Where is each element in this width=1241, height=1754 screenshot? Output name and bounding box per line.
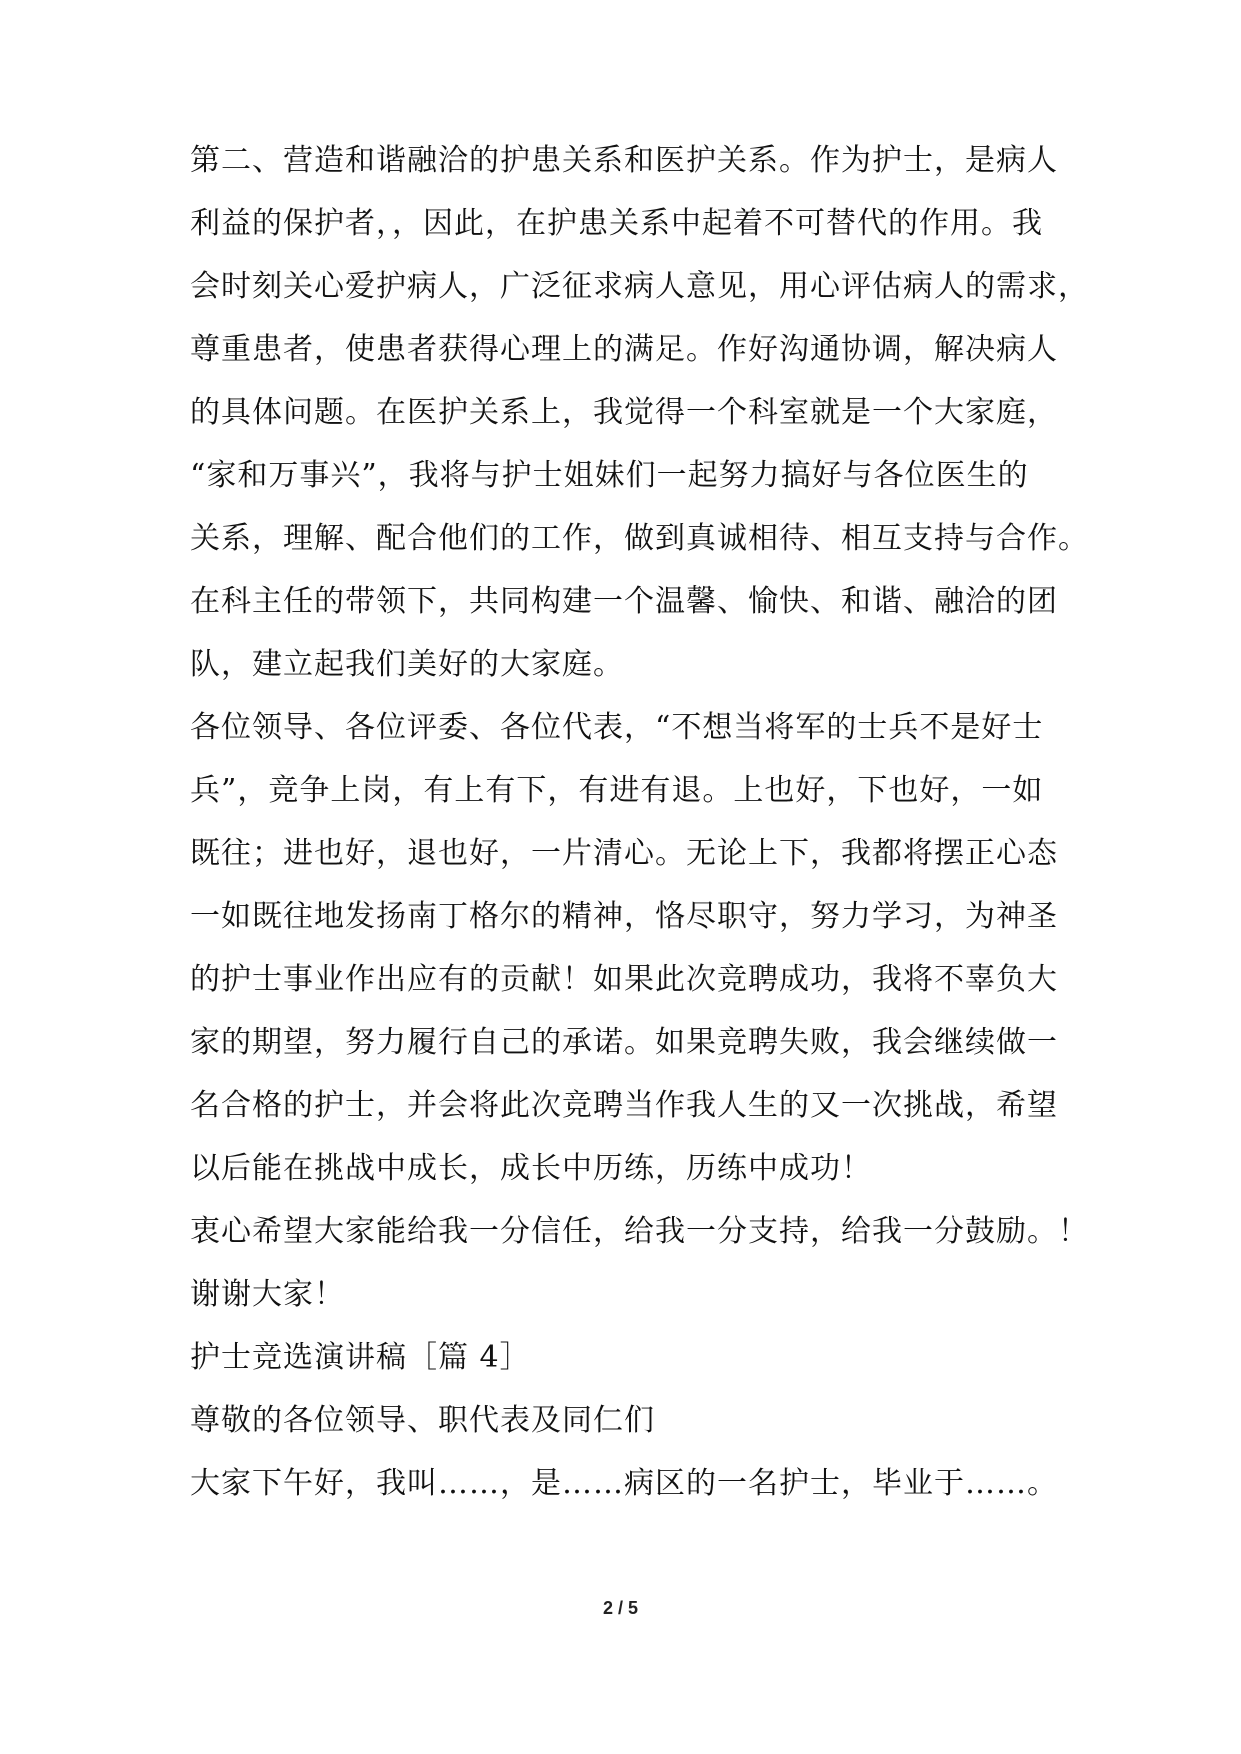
salutation-line: 尊敬的各位领导、职代表及同仁们 [190,1403,655,1438]
text-line: 以后能在挑战中成长，成长中历练，历练中成功！ [190,1151,872,1186]
text-line: 衷心希望大家能给我一分信任，给我一分支持，给我一分鼓励。！ [190,1214,1089,1249]
text-line: 家的期望，努力履行自己的承诺。如果竞聘失败，我会继续做一 [190,1025,1058,1060]
text-line: 谢谢大家！ [190,1277,345,1312]
text-line: 兵”，竞争上岗，有上有下，有进有退。上也好，下也好，一如 [190,773,1044,808]
text-line: 在科主任的带领下，共同构建一个温馨、愉快、和谐、融洽的团 [190,584,1058,619]
text-line: 会时刻关心爱护病人，广泛征求病人意见，用心评估病人的需求， [190,269,1089,304]
text-line: 的护士事业作出应有的贡献！如果此次竞聘成功，我将不辜负大 [190,962,1058,997]
text-line: 一如既往地发扬南丁格尔的精神，恪尽职守，努力学习，为神圣 [190,899,1058,934]
text-line: 既往；进也好，退也好，一片清心。无论上下，我都将摆正心态 [190,836,1058,871]
text-line: 利益的保护者，，因此，在护患关系中起着不可替代的作用。我 [190,206,1043,241]
text-line: 大家下午好，我叫……，是……病区的一名护士，毕业于……。 [190,1466,1058,1501]
text-line: 各位领导、各位评委、各位代表，“不想当将军的士兵不是好士 [190,710,1044,745]
page-number: 2 / 5 [602,1598,639,1618]
text-line: 队，建立起我们美好的大家庭。 [190,647,624,682]
section-heading: 护士竞选演讲稿［篇 4］ [190,1340,531,1375]
text-line: 关系，理解、配合他们的工作，做到真诚相待、相互支持与合作。 [190,521,1089,556]
text-line: 名合格的护士，并会将此次竞聘当作我人生的又一次挑战，希望 [190,1088,1058,1123]
text-line: 尊重患者，使患者获得心理上的满足。作好沟通协调，解决病人 [190,332,1058,367]
text-line: “家和万事兴”，我将与护士姐妹们一起努力搞好与各位医生的 [190,458,1029,493]
text-line: 第二、营造和谐融洽的护患关系和医护关系。作为护士，是病人 [190,143,1058,178]
text-line: 的具体问题。在医护关系上，我觉得一个科室就是一个大家庭， [190,395,1058,430]
